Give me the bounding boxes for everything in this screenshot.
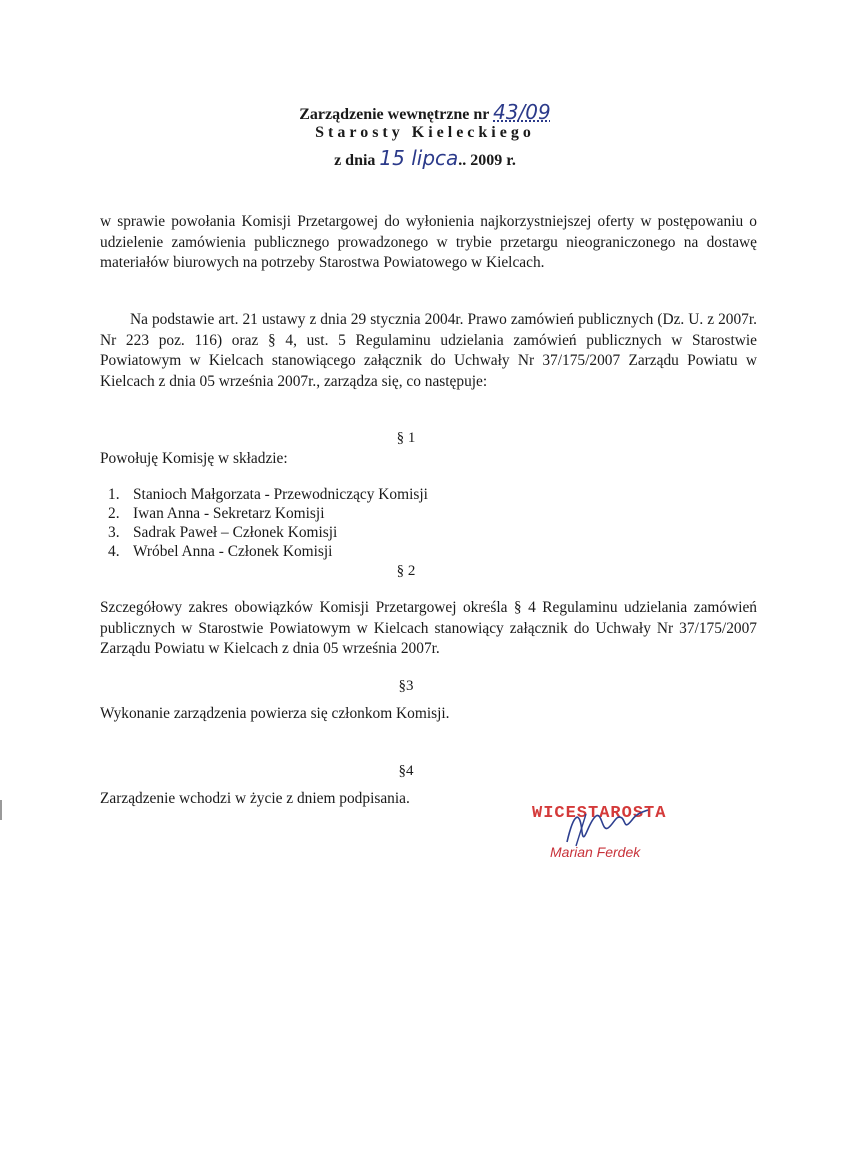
stamp-title: WICESTAROSTA [532,804,667,823]
list-item-number: 4. [108,543,120,560]
official-stamp [532,802,692,872]
list-item-text: Stanioch Małgorzata - Przewodniczący Komisji [133,486,428,503]
list-item [108,542,428,561]
handwritten-order-number: 43/09 [493,100,551,124]
scan-edge-mark [0,800,2,820]
title-prefix: Zarządzenie wewnętrzne nr [299,106,490,123]
legal-basis-paragraph: Na podstawie art. 21 ustawy z dnia 29 stycznia 2004r. Prawo zamówień publicznych (Dz. U. z 2007r. Nr 223 poz. 116) oraz § 4, ust. 5 Regulaminu udzielania zamówień publicznych w Starostwie Powiatowym w Kielcach stanowiącego załącznik do Uchwały Nr 37/175/2007 Zarządu Powiatu w Kielcach z dnia 05 września 2007r., zarządza się, co następuje: [100,311,757,390]
section-2-text: Szczegółowy zakres obowiązków Komisji Przetargowej określa § 4 Regulaminu udzielania zamówień publicznych w Starostwie Powiatowym w Kielcach stanowiący załącznik do Uchwały Nr 37/175/2007 Zarządu Powiatu w Kielcach z dnia 05 września 2007r. [100,599,757,657]
section-3-text: Wykonanie zarządzenia powierza się członkom Komisji. [100,705,450,722]
section-1-intro: Powołuję Komisję w składzie: [100,450,288,467]
title-line-order-number [0,100,850,124]
list-item-number: 2. [108,505,120,522]
section-1-mark: § 1 [396,430,416,446]
list-item [108,485,428,504]
list-item [108,504,428,523]
list-item [108,523,428,542]
date-year: 2009 r. [470,152,516,169]
title-issuer: Starosty Kieleckiego [315,124,535,141]
handwritten-date: 15 lipca [379,146,459,170]
date-prefix: z dnia [334,152,376,169]
list-item-number: 1. [108,486,120,503]
list-item-number: 3. [108,524,120,541]
list-item-text: Sadrak Paweł – Członek Komisji [133,524,338,541]
title-date-line [0,146,850,170]
list-item-text: Wróbel Anna - Członek Komisji [133,543,333,560]
list-item-text: Iwan Anna - Sekretarz Komisji [133,505,325,522]
section-4-text: Zarządzenie wchodzi w życie z dniem podpisania. [100,790,410,807]
stamp-name: Marian Ferdek [550,844,641,860]
subject-paragraph: w sprawie powołania Komisji Przetargowej do wyłonienia najkorzystniejszej oferty w postępowaniu o udzielenie zamówienia publicznego prowadzonego w trybie przetargu nieograniczonego na dostawę materiałów biurowych na potrzeby Starostwa Powiatowego w Kielcach. [100,213,757,271]
section-4-mark: §4 [398,763,414,779]
section-2-mark: § 2 [396,563,416,579]
committee-member-list [108,485,428,561]
section-3-mark: §3 [398,678,414,694]
date-dots: .. [458,152,467,169]
